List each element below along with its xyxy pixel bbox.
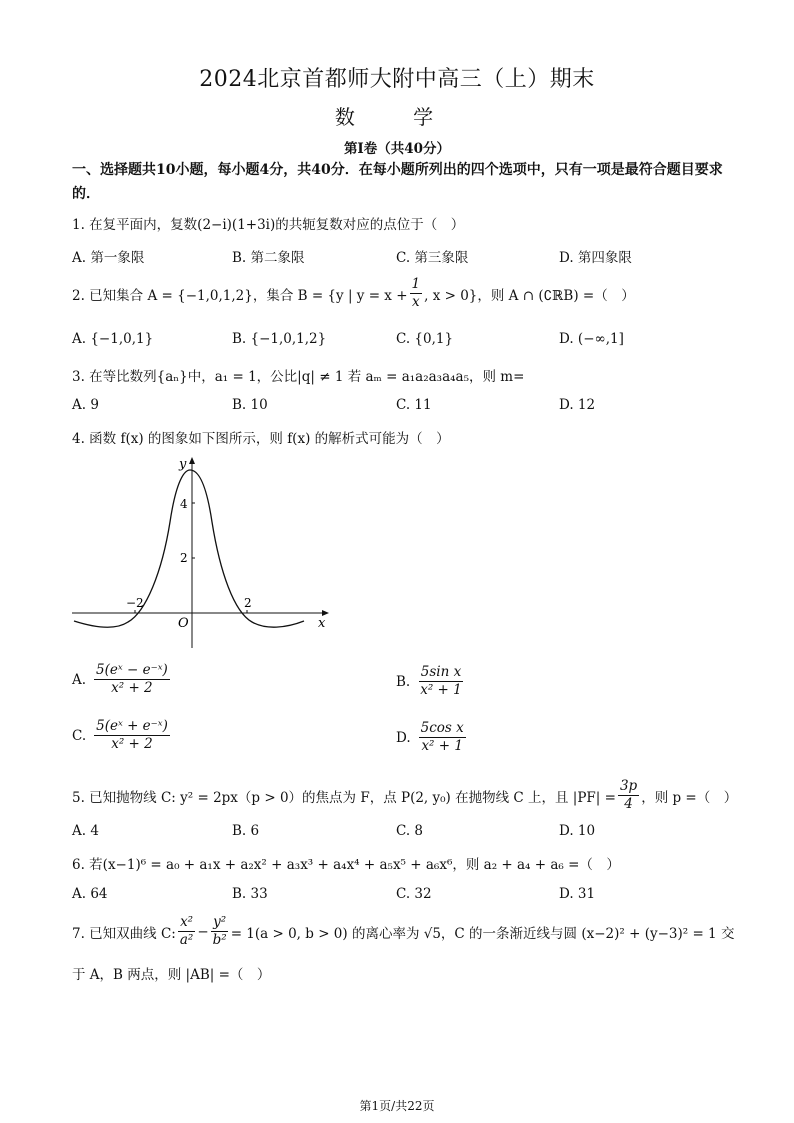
q7-stem-part-b: = 1(a > 0, b > 0) 的离心率为 √5，C 的一条渐近线与圆 (x−2)² + (y−3)² = 1 交: [230, 925, 735, 942]
q5-option-b: B. 6: [232, 823, 260, 839]
q7-frac2-num: y²: [213, 914, 227, 930]
q4-option-d-fraction: [419, 720, 466, 755]
page-number: 第1页/共22页: [359, 1099, 435, 1113]
question-4-stem: 4. 函数 f(x) 的图象如下图所示，则 f(x) 的解析式可能为（ ）: [72, 431, 450, 447]
q4-option-c-fraction: [94, 718, 170, 753]
y-tick-label-4: 4: [180, 497, 188, 511]
q5-option-d: D. 10: [559, 823, 596, 839]
question-2-stem: [72, 276, 752, 311]
q7-fraction-2: [211, 914, 229, 949]
x-tick-label-2: 2: [244, 596, 252, 610]
question-3-stem: 3. 在等比数列{aₙ}中，a₁ = 1，公比|q| ≠ 1 若 aₘ = a₁a₂a₃a₄a₅，则 m=: [72, 369, 525, 385]
q2-option-a: A. {−1,0,1}: [72, 331, 154, 347]
q4-option-d-num: 5cos x: [420, 720, 464, 736]
q4-option-b-den: x² + 1: [420, 682, 462, 698]
q4-option-a-fraction: [94, 662, 170, 697]
q5-frac-num: 3p: [619, 778, 638, 794]
question-7-stem-continued: 于 A，B 两点，则 |AB| =（ ）: [72, 967, 271, 983]
question-6-options: [72, 886, 732, 906]
q2-stem-part-b: , x > 0}，则 A ∩ (∁ℝB) =（ ）: [424, 287, 635, 304]
q2-frac-num: 1: [411, 276, 421, 292]
q5-fraction: [618, 778, 639, 813]
q4-option-a: [72, 662, 172, 697]
section-instructions: 一、选择题共10小题，每小题4分，共40分．在每小题所列出的四个选项中，只有一项是最符合题目要求的．: [72, 162, 723, 202]
volume-heading: 第Ⅰ卷（共40分）: [343, 141, 451, 157]
question-7-stem: [72, 914, 752, 949]
question-3-options: [72, 397, 732, 417]
question-1-stem: 1. 在复平面内，复数(2−i)(1+3i)的共轭复数对应的点位于（ ）: [72, 217, 465, 233]
q1-option-a: A. 第一象限: [72, 250, 145, 266]
q4-option-d: [396, 720, 468, 755]
q2-option-d: D. (−∞,1]: [559, 331, 624, 347]
q6-option-d: D. 31: [559, 886, 596, 902]
q2-frac-den: x: [412, 294, 420, 310]
q7-frac1-den: a²: [179, 932, 194, 948]
q3-option-a: A. 9: [72, 397, 99, 413]
q3-option-d: D. 12: [559, 397, 596, 413]
q4-option-b-num: 5sin x: [420, 664, 462, 680]
q2-option-c: C. {0,1}: [396, 331, 454, 347]
q3-option-b: B. 10: [232, 397, 268, 413]
q4-option-c-num: 5(eˣ + e⁻ˣ): [96, 718, 168, 734]
q4-option-d-label: D.: [396, 729, 411, 746]
q7-stem-part-a: 7. 已知双曲线 C:: [72, 925, 176, 942]
q5-stem-part-b: ，则 p =（ ）: [641, 789, 738, 806]
q4-option-a-label: A.: [72, 671, 87, 688]
q1-option-c: C. 第三象限: [396, 250, 469, 266]
question-5-options: [72, 823, 732, 843]
function-graph: [66, 452, 336, 654]
q7-frac2-den: b²: [212, 932, 227, 948]
q4-option-c-den: x² + 2: [111, 736, 153, 752]
q4-option-b-fraction: [418, 664, 464, 699]
q1-option-b: B. 第二象限: [232, 250, 305, 266]
q6-option-c: C. 32: [396, 886, 432, 902]
q6-option-b: B. 33: [232, 886, 268, 902]
q2-option-b: B. {−1,0,1,2}: [232, 331, 327, 347]
q4-option-b: [396, 664, 466, 699]
q4-option-c: [72, 718, 172, 753]
page-title: 2024北京首都师大附中高三（上）期末: [199, 67, 595, 92]
q5-option-c: C. 8: [396, 823, 424, 839]
q5-option-a: A. 4: [72, 823, 99, 839]
q4-option-c-label: C.: [72, 727, 87, 744]
q4-option-b-label: B.: [396, 673, 411, 690]
q5-frac-den: 4: [624, 796, 633, 812]
q7-fraction-1: [178, 914, 195, 949]
q4-option-a-den: x² + 2: [111, 680, 153, 696]
question-6-stem: 6. 若(x−1)⁶ = a₀ + a₁x + a₂x² + a₃x³ + a₄x⁴ + a₅x⁵ + a₆x⁶，则 a₂ + a₄ + a₆ =（ ）: [72, 857, 620, 873]
x-axis-label: x: [318, 616, 326, 631]
y-axis-label: y: [179, 457, 187, 472]
question-2-options: [72, 331, 732, 351]
q7-frac1-num: x²: [180, 914, 194, 930]
q4-option-d-den: x² + 1: [421, 738, 463, 754]
q4-option-a-num: 5(eˣ − e⁻ˣ): [96, 662, 168, 678]
origin-label: O: [178, 616, 189, 631]
function-curve: [74, 470, 304, 627]
q2-stem-part-a: 2. 已知集合 A = {−1,0,1,2}，集合 B = {y | y = x +: [72, 287, 408, 304]
subject-title: 数 学: [334, 105, 460, 129]
question-5-stem: [72, 778, 752, 813]
y-tick-label-2: 2: [180, 551, 188, 565]
q6-option-a: A. 64: [72, 886, 108, 902]
question-1-options: [72, 246, 732, 266]
q7-minus: −: [197, 923, 209, 940]
q3-option-c: C. 11: [396, 397, 432, 413]
x-tick-label-neg2: −2: [126, 596, 144, 610]
q1-option-d: D. 第四象限: [559, 250, 632, 266]
q2-fraction: [410, 276, 423, 311]
q5-stem-part-a: 5. 已知抛物线 C: y² = 2px（p > 0）的焦点为 F，点 P(2, y₀) 在抛物线 C 上，且 |PF| =: [72, 789, 616, 806]
